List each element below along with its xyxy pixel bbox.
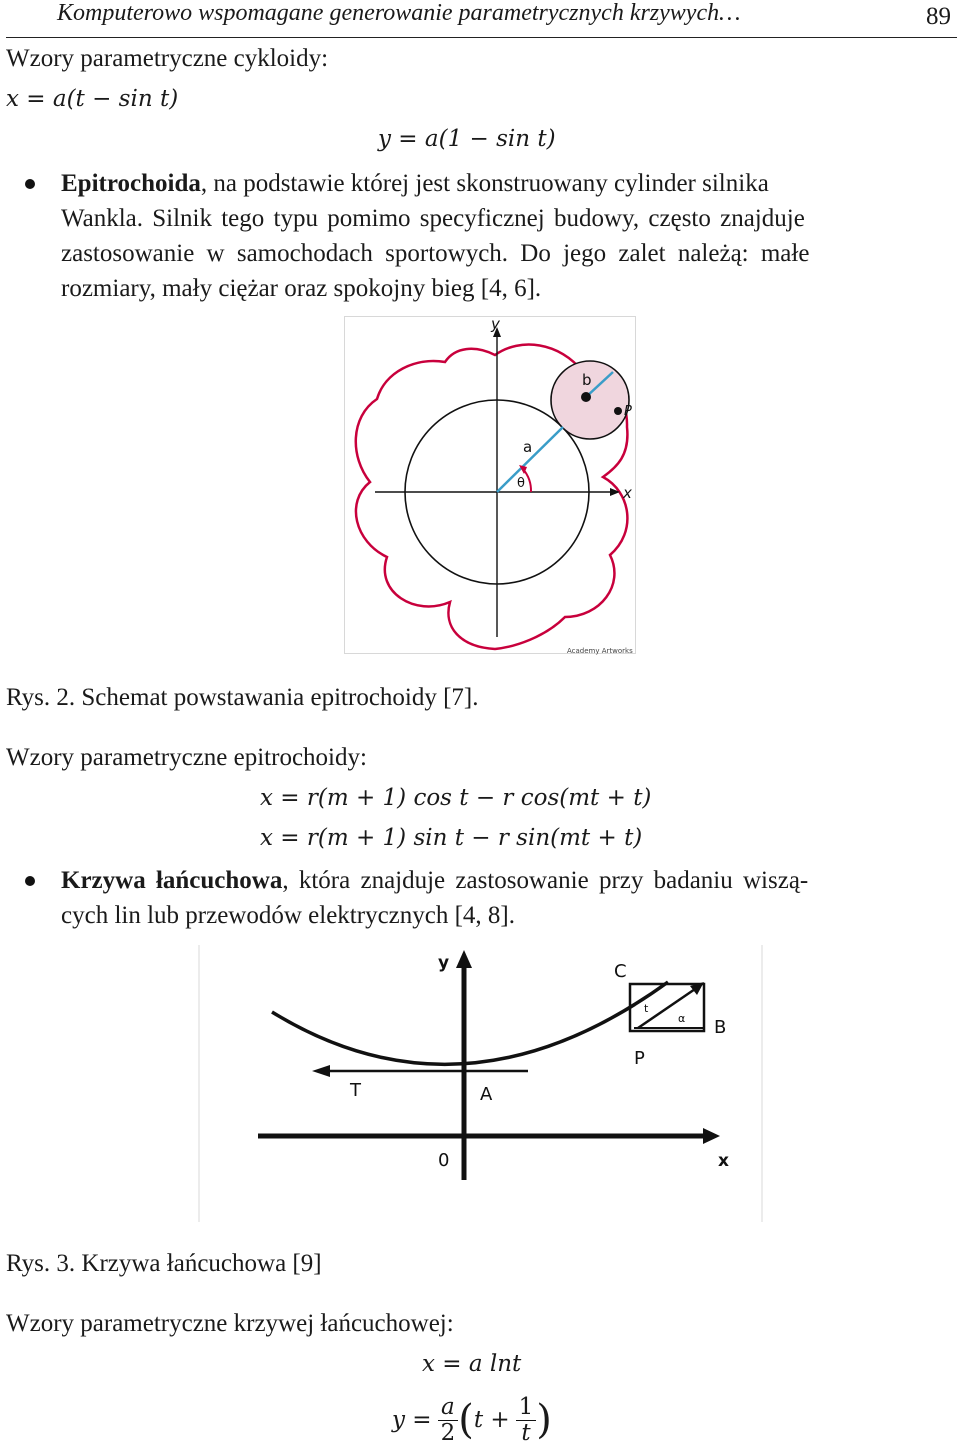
equation-inner: t +	[473, 1407, 510, 1433]
fraction-denominator: t	[521, 1419, 531, 1446]
running-header-title: Komputerowo wspomagane generowanie parametrycznych krzywych…	[57, 0, 741, 26]
label-t-small: t	[644, 1002, 649, 1015]
left-paren: (	[458, 1397, 474, 1443]
catenary-equation-x: x = a lnt	[422, 1351, 522, 1377]
label-a-point: A	[480, 1084, 493, 1105]
label-tangent-t: T	[350, 1080, 361, 1101]
paragraph-line: zastosowanie w samochodach sportowych. Do jego zalet należą: małe	[61, 240, 810, 267]
catenary-diagram	[198, 940, 764, 1224]
epitrochoid-equation-2: x = r(m + 1) sin t − r sin(mt + t)	[260, 825, 643, 851]
rolling-center-point	[581, 392, 591, 402]
right-paren: )	[536, 1397, 552, 1443]
label-b: b	[582, 371, 592, 389]
label-x: x	[623, 484, 632, 502]
bullet-point	[25, 876, 35, 886]
label-p: P	[634, 1048, 645, 1069]
epitrochoid-paragraph	[61, 166, 956, 306]
label-b: B	[714, 1017, 727, 1038]
label-x: x	[718, 1151, 729, 1171]
fraction-numerator: 1	[516, 1395, 537, 1420]
figure-3-caption: Rys. 3. Krzywa łańcuchowa [9]	[6, 1250, 322, 1277]
cycloid-intro: Wzory parametryczne cykloidy:	[6, 45, 329, 72]
paragraph-line: rozmiary, mały ciężar oraz spokojny bieg [4, 6].	[61, 275, 542, 302]
label-theta: θ	[517, 476, 525, 491]
fraction-denominator: 2	[440, 1419, 456, 1446]
catenary-intro: Wzory parametryczne krzywej łańcuchowej:	[6, 1310, 454, 1337]
paragraph-line: Wankla. Silnik tego typu pomimo specyficznej budowy, często znajduje	[61, 205, 805, 232]
bullet-point	[25, 179, 35, 189]
cycloid-equation-x: x = a(t − sin t)	[6, 86, 179, 112]
fraction-numerator: a	[438, 1395, 459, 1420]
catenary-paragraph	[61, 863, 956, 933]
fraction-a-over-2	[438, 1395, 459, 1444]
epitrochoid-intro: Wzory parametryczne epitrochoidy:	[6, 744, 367, 771]
label-y: y	[438, 953, 450, 973]
epitrochoid-figure	[344, 316, 636, 654]
point-p	[614, 407, 622, 415]
label-p: P	[624, 404, 632, 419]
epitrochoid-equation-1: x = r(m + 1) cos t − r cos(mt + t)	[260, 785, 652, 811]
catenary-term: Krzywa łańcuchowa	[61, 867, 283, 894]
equation-lhs: y =	[392, 1407, 432, 1433]
credit-text: Academy Artworks	[567, 647, 633, 655]
catenary-figure	[198, 940, 764, 1224]
cycloid-equation-y: y = a(1 − sin t)	[378, 126, 556, 152]
label-y: y	[491, 317, 500, 333]
paragraph-line: , na podstawie której jest skonstruowany cylinder silnika	[200, 170, 769, 197]
label-a: a	[523, 438, 533, 456]
label-alpha: α	[678, 1012, 686, 1025]
page-number: 89	[926, 3, 951, 30]
figure-2-caption: Rys. 2. Schemat powstawania epitrochoidy [7].	[6, 684, 479, 711]
paragraph-line: cych lin lub przewodów elektrycznych [4, 8].	[61, 902, 516, 929]
paragraph-line: , która znajduje zastosowanie przy badaniu wiszą-	[282, 867, 809, 894]
epitrochoid-term: Epitrochoida	[61, 170, 201, 197]
header-rule	[6, 37, 957, 38]
label-c: C	[614, 961, 627, 982]
label-origin: 0	[438, 1150, 450, 1171]
fraction-1-over-t	[516, 1395, 537, 1444]
catenary-equation-y	[392, 1385, 552, 1455]
epitrochoid-diagram	[345, 317, 637, 655]
